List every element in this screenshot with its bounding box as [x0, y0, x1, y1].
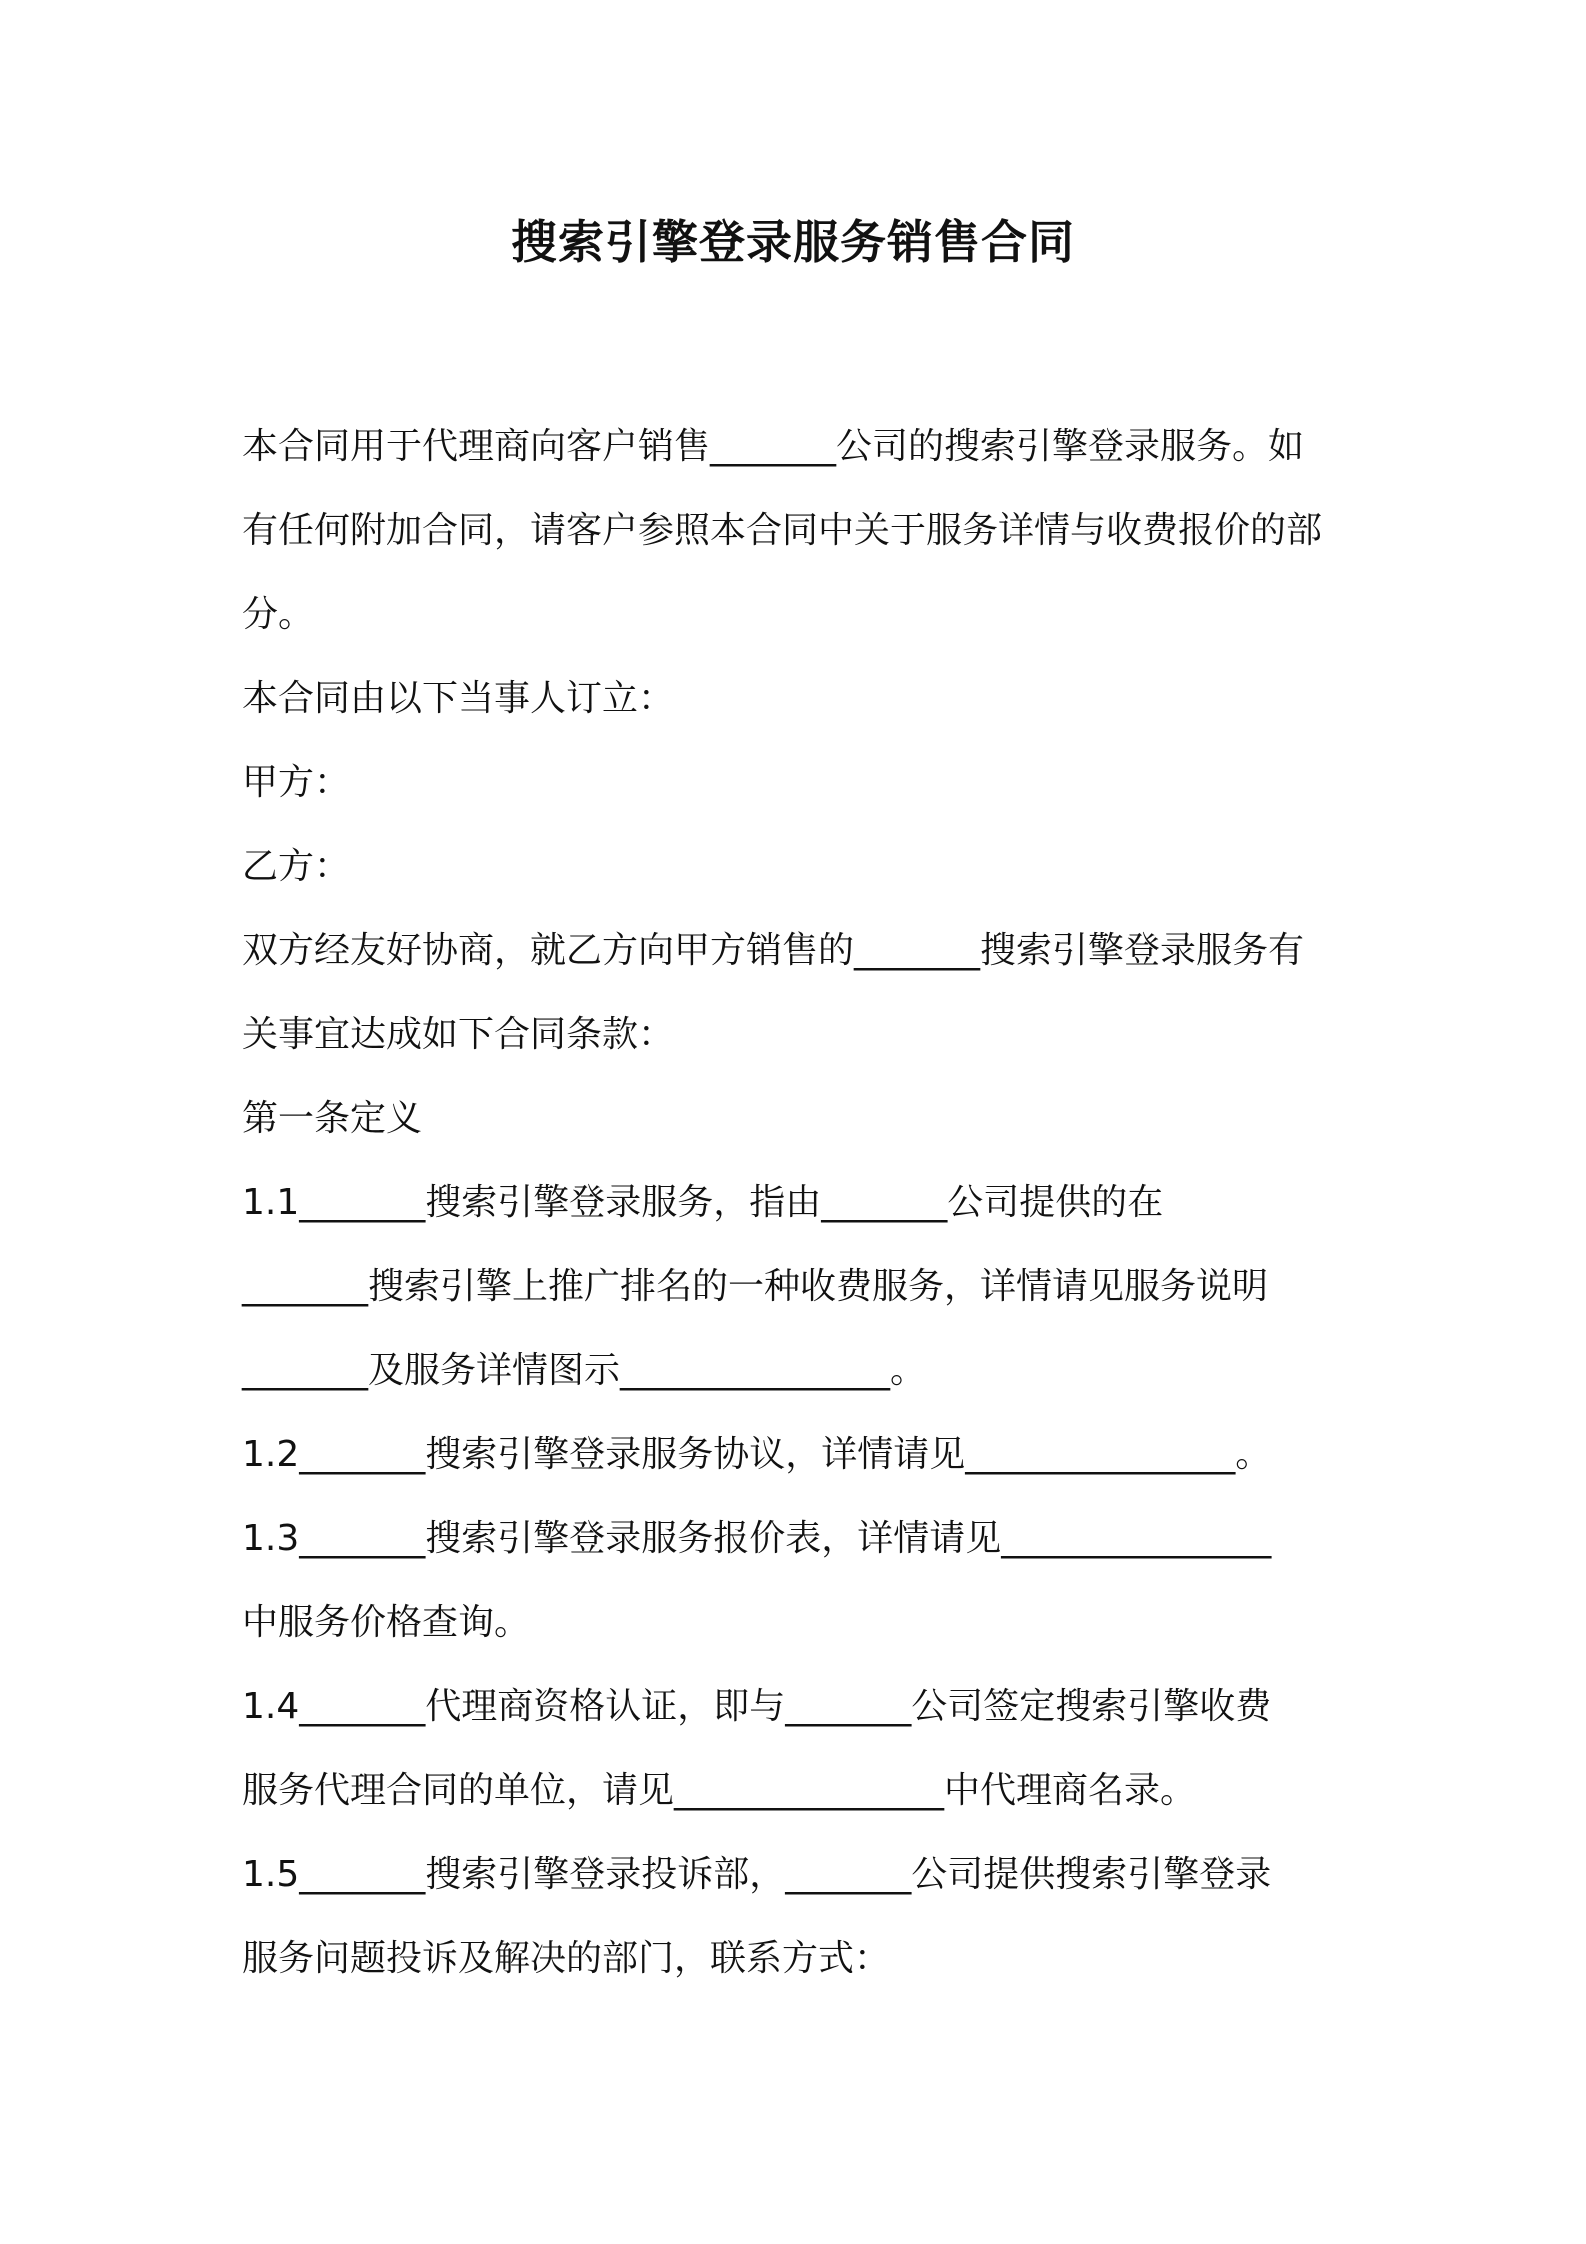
clause-line: 1.5_______搜索引擎登录投诉部，_______公司提供搜索引擎登录	[242, 1854, 1272, 1895]
party-a-line: 甲方：	[242, 762, 351, 803]
paragraph-line: 本合同由以下当事人订立：	[242, 678, 675, 719]
clause-line: 1.4_______代理商资格认证，即与_______公司签定搜索引擎收费	[242, 1686, 1272, 1727]
paragraph-line: 双方经友好协商，就乙方向甲方销售的_______搜索引擎登录服务有	[242, 930, 1305, 971]
clause-line: 中服务价格查询。	[242, 1602, 531, 1643]
clause-line: _______搜索引擎上推广排名的一种收费服务，详情请见服务说明	[242, 1266, 1269, 1307]
clause-line: _______及服务详情图示_______________。	[242, 1350, 927, 1391]
document-title: 搜索引擎登录服务销售合同	[511, 215, 1075, 269]
clause-line: 服务代理合同的单位，请见_______________中代理商名录。	[242, 1770, 1197, 1811]
document-body	[242, 405, 1362, 2001]
clause-line: 服务问题投诉及解决的部门，联系方式：	[242, 1938, 891, 1979]
party-b-line: 乙方：	[242, 846, 351, 887]
paragraph-line: 有任何附加合同，请客户参照本合同中关于服务详情与收费报价的部	[242, 510, 1323, 551]
clause-line: 1.1_______搜索引擎登录服务，指由_______公司提供的在	[242, 1182, 1164, 1223]
paragraph-line: 分。	[242, 594, 315, 635]
clause-line: 1.2_______搜索引擎登录服务协议，详情请见_______________。	[242, 1434, 1272, 1475]
paragraph-line: 关事宜达成如下合同条款：	[242, 1014, 675, 1055]
paragraph-line: 本合同用于代理商向客户销售_______公司的搜索引擎登录服务。如	[242, 426, 1305, 467]
section-heading: 第一条定义	[242, 1098, 423, 1139]
clause-line: 1.3_______搜索引擎登录服务报价表，详情请见_______________	[242, 1518, 1272, 1559]
